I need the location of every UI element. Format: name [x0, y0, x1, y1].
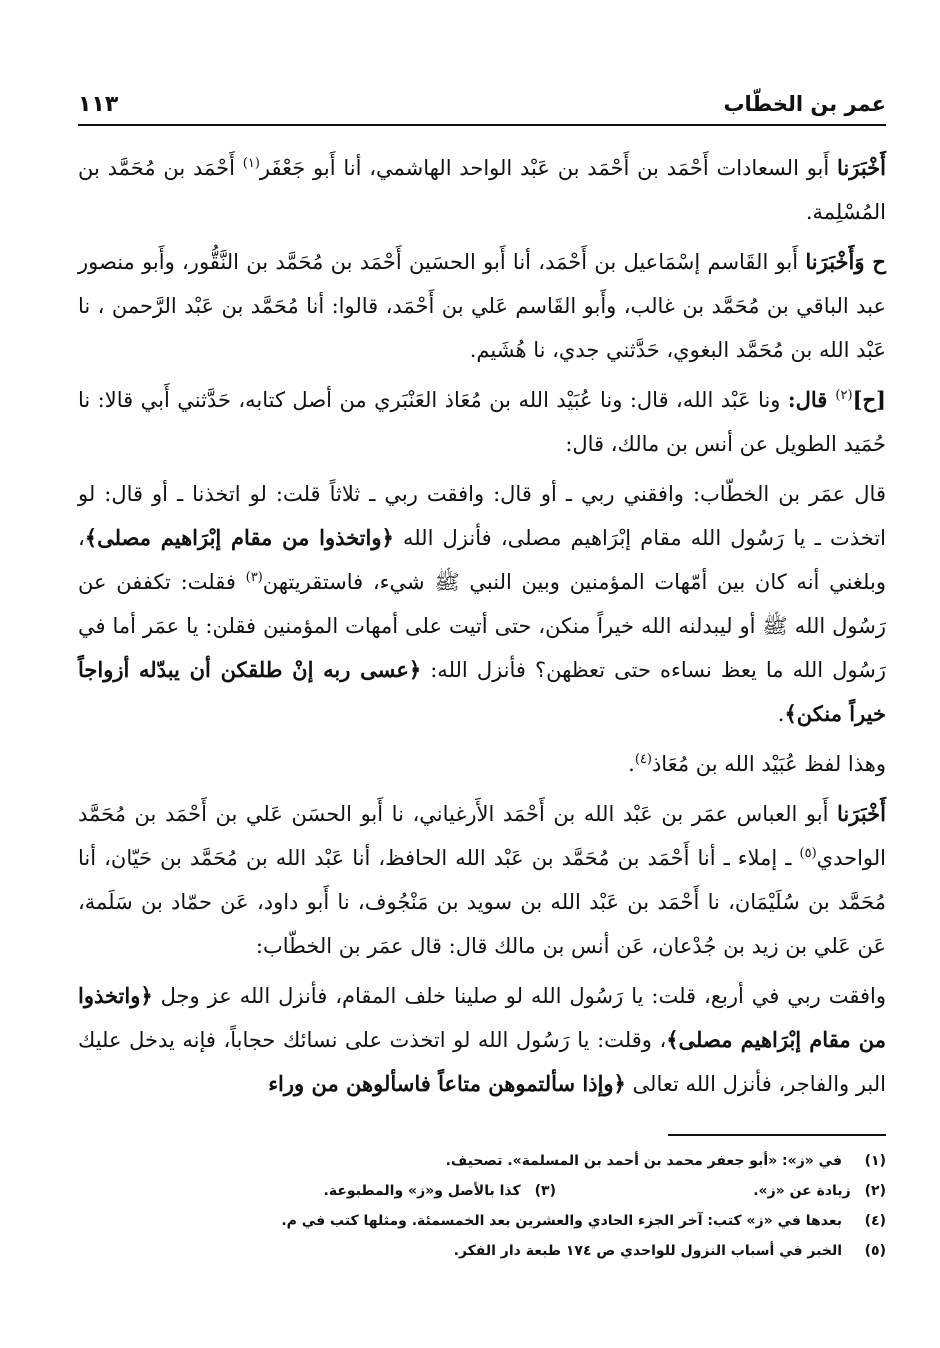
footnote-number: (١)	[864, 1153, 886, 1169]
paragraph-text: أَحْمَد بن مُحَمَّد بن المُسْلِمة.	[78, 156, 886, 224]
footnote-text: كذا بالأصل و«ز» والمطبوعة.	[323, 1183, 521, 1199]
paragraph-text: قال عمَر بن الخطّاب: وافقني ربي ـ أو قال: وافقت ربي ـ ثلاثاً قلت: لو اتخذنا ـ أو قال: لو اتخذت ـ يا رَسُول الله مقام إبْرَاهيم مصلى، فأنزل الله	[78, 482, 886, 550]
book-page	[78, 80, 886, 1320]
paragraph-7	[78, 974, 886, 1106]
footnote-rule	[668, 1134, 886, 1136]
narration-lead: أَخْبَرَنا	[837, 801, 886, 826]
footnote-3	[226, 1176, 556, 1206]
footnote-text: بعدها في «ز» كتب: آخر الجزء الحادي والعشرين بعد الخمسمئة. ومثلها كتب في م.	[281, 1213, 842, 1229]
footnote-marker: (٤)	[634, 752, 652, 767]
footnote-text: زيادة عن «ز».	[753, 1183, 851, 1199]
paragraph-4	[78, 472, 886, 736]
paragraph-text: ، وقلت: يا رَسُول الله لو اتخذت على نسائك حجاباً، فإنه يدخل عليك البر والفاجر، فأنزل الله تعالى	[78, 1028, 886, 1096]
running-head	[78, 88, 886, 120]
page-number: ١١٣	[78, 91, 119, 117]
footnote-marker: (٢)	[835, 388, 853, 403]
footnote-text: في «ز»: «أبو جعفر محمد بن أحمد بن المسلمة». تصحيف.	[445, 1153, 842, 1169]
quran-quote: ﴿عسى ربه إنْ طلقكن أن يبدّله أزواجاً خيراً منكن﴾	[78, 657, 886, 726]
paragraph-text: .	[777, 702, 785, 726]
paragraph-3	[78, 378, 886, 466]
narration-prefix: ح	[864, 249, 886, 274]
footnote-number: (٤)	[864, 1213, 886, 1229]
footnote-pair	[78, 1176, 886, 1206]
paragraph-text: ـ إملاء ـ أنا أَحْمَد بن مُحَمَّد بن عَبْد الله الحافظ، أنا عَبْد الله بن مُحَمَّد بن حَيّان، أنا مُحَمَّد بن سُلَيْمَان، نا أَحْمَد بن عَبْد الله بن سويد بن مَنْجُوف، نا أَبو داود، عَن حمّاد بن سَلَمة، عَن عَلي بن زيد بن جُدْعان، عَن أنس بن مالك قال: قال عمَر بن الخطّاب:	[78, 846, 886, 958]
footnote-5	[78, 1236, 886, 1266]
paragraph-1	[78, 146, 886, 234]
quran-quote: ﴿وإذا سألتموهن متاعاً فاسألوهن من وراء	[268, 1071, 626, 1096]
paragraph-text: أَبو العباس عمَر بن عَبْد الله بن أَحْمَد الأَرغياني، نا أَبو الحسَن عَلي بن أَحْمَد بن مُحَمَّد الواحدي	[78, 802, 886, 870]
paragraph-text: أَبو القَاسم إسْمَاعيل بن أَحْمَد، أنا أَبو الحسَين أَحْمَد بن مُحَمَّد بن النَّقُّور، وأَبو منصور عبد الباقي بن مُحَمَّد بن غالب، وأَبو القَاسم عَلي بن أَحْمَد، قالوا: أنا مُحَمَّد بن عَبْد الرَّحمن ، نا عَبْد الله بن مُحَمَّد البغوي، حَدَّثني جدي، نا هُشَيم.	[78, 250, 886, 362]
paragraph-text: فقلت: تكففن عن رَسُول الله ﷺ أو ليبدلنه الله خيراً منكن، حتى أتيت على أمهات المؤمنين فقلن: يا عمَر أما في رَسُول الله ما يعظ نساءه حتى تعظهن؟ فأنزل الله:	[78, 570, 886, 682]
footnotes	[78, 1146, 886, 1266]
footnote-4	[78, 1206, 886, 1236]
narration-lead: [ح]	[852, 387, 886, 412]
footnote-marker: (٥)	[799, 846, 817, 861]
paragraph-2	[78, 240, 886, 372]
paragraph-text: وهذا لفظ عُبَيْد الله بن مُعَاذ	[651, 752, 886, 776]
quran-quote: ﴿واتخذوا من مقام إبْرَاهيم مصلى﴾	[84, 525, 394, 550]
running-title: عمر بن الخطّاب	[723, 92, 886, 116]
quran-quote: ﴿واتخذوا من مقام إبْرَاهيم مصلى﴾	[78, 983, 886, 1052]
footnote-text: الخبر في أسباب النزول للواحدي ص ١٧٤ طبعة دار الفكر.	[453, 1243, 842, 1259]
paragraph-text: ونا عَبْد الله، قال: ونا عُبَيْد الله بن مُعَاذ العَنْبَري من أصل كتابه، حَدَّثني أَبي قالا: نا حُمَيد الطويل عن أنس بن مالك، قال:	[78, 388, 886, 456]
header-rule	[78, 124, 886, 126]
footnote-number: (٥)	[864, 1243, 886, 1259]
paragraph-text: .	[628, 752, 635, 776]
footnote-marker: (١)	[242, 156, 260, 171]
main-text	[78, 146, 886, 1112]
footnote-number: (٢)	[864, 1183, 886, 1199]
footnote-number: (٣)	[534, 1183, 556, 1199]
narration-lead: وَأَخْبَرَنا	[805, 249, 865, 274]
paragraph-5	[78, 742, 886, 786]
paragraph-6	[78, 792, 886, 968]
footnote-2	[556, 1176, 886, 1206]
footnote-1	[78, 1146, 886, 1176]
narration-lead: أَخْبَرَنا	[837, 155, 886, 180]
paragraph-text: وافقت ربي في أربع، قلت: يا رَسُول الله لو صلينا خلف المقام، فأنزل الله عز وجل	[152, 984, 886, 1008]
footnote-marker: (٣)	[245, 570, 263, 585]
narration-lead: قال:	[787, 387, 836, 412]
paragraph-text: ، وبلغني أنه كان بين أمّهات المؤمنين وبين النبي ﷺ شيء، فاستقريتهن	[78, 526, 886, 594]
paragraph-text: أَبو السعادات أَحْمَد بن أَحْمَد بن عَبْد الواحد الهاشمي، أنا أَبو جَعْفَر	[259, 156, 838, 180]
